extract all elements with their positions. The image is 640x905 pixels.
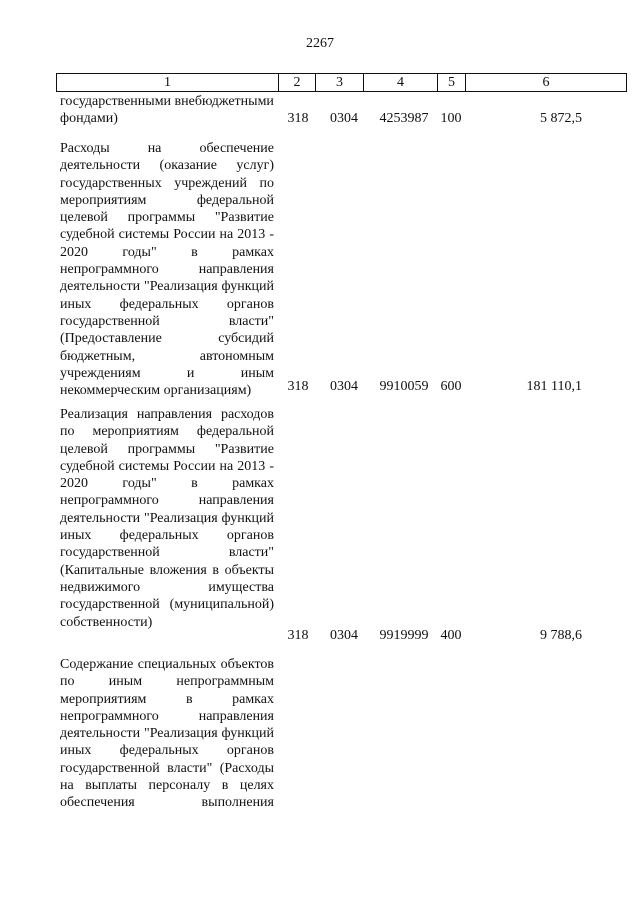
column-header-5: 5 bbox=[438, 74, 466, 92]
column-header-2: 2 bbox=[279, 74, 316, 92]
column-header-1: 1 bbox=[57, 74, 279, 92]
row-col6: 5 872,5 bbox=[540, 111, 582, 126]
row-col3: 0304 bbox=[330, 111, 358, 126]
column-header-table bbox=[56, 73, 627, 92]
row-col2: 318 bbox=[287, 628, 309, 643]
row-col4: 9910059 bbox=[379, 379, 429, 394]
row-col2: 318 bbox=[287, 111, 309, 126]
row-col5: 600 bbox=[440, 379, 462, 394]
column-header-row bbox=[57, 74, 627, 92]
row-col4: 4253987 bbox=[379, 111, 429, 126]
row-col3: 0304 bbox=[330, 379, 358, 394]
column-header-6: 6 bbox=[466, 74, 627, 92]
column-header-4: 4 bbox=[364, 74, 438, 92]
row-col4: 9919999 bbox=[379, 628, 429, 643]
row-col2: 318 bbox=[287, 379, 309, 394]
row-description: Реализация направления расходов по мероприятиям федеральной целевой программы "Развитие судебной системы России на 2013 - 2020 годы" в рамках непрограммного направления деятельности "Реализация функций иных федеральных органов государственной власти" (Капитальные вложения в объекты недвижимого имущества государственной (муниципальной) собственности) bbox=[60, 407, 274, 630]
row-description: государственными внебюджетными фондами) bbox=[60, 94, 274, 127]
page-number: 2267 bbox=[306, 36, 334, 51]
row-col6: 181 110,1 bbox=[526, 379, 582, 394]
row-col3: 0304 bbox=[330, 628, 358, 643]
column-header-3: 3 bbox=[316, 74, 364, 92]
row-description: Содержание специальных объектов по иным непрограммным мероприятиям в рамках непрограммного направления деятельности "Реализация функций иных федеральных органов государственной власти" (Расходы на выплаты персоналу в целях обеспечения выполнения bbox=[60, 657, 274, 811]
row-col6: 9 788,6 bbox=[540, 628, 582, 643]
row-col5: 400 bbox=[440, 628, 462, 643]
row-col5: 100 bbox=[440, 111, 462, 126]
row-description: Расходы на обеспечение деятельности (оказание услуг) государственных учреждений по мероприятиям федеральной целевой программы "Развитие судебной системы России на 2013 - 2020 годы" в рамках непрограммного направления деятельности "Реализация функций иных федеральных органов государственной власти" (Предоставление субсидий бюджетным, автономным учреждениям и иным некоммерческим организациям) bbox=[60, 141, 274, 399]
